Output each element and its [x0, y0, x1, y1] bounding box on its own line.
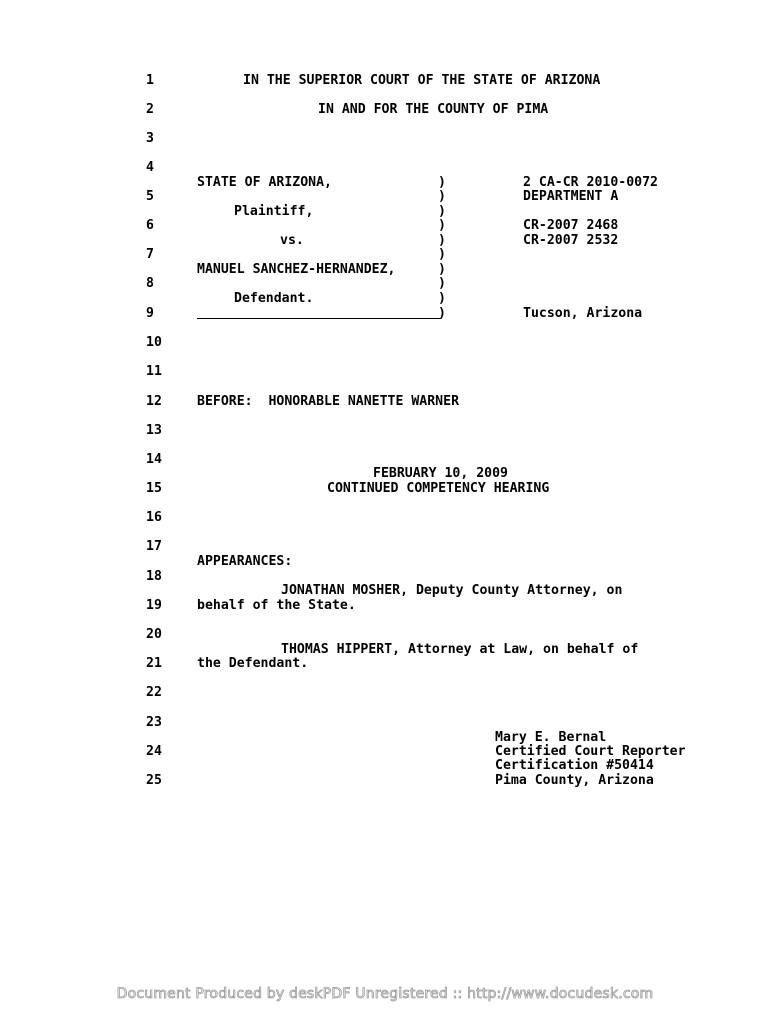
- line-number: 17: [146, 539, 162, 554]
- defendant-name: MANUEL SANCHEZ-HERNANDEZ,: [197, 262, 396, 277]
- line-number: 11: [146, 364, 162, 379]
- line-number: 3: [146, 131, 154, 146]
- hearing-location: Tucson, Arizona: [523, 306, 643, 321]
- line-number: 13: [146, 423, 162, 438]
- defendant-label: Defendant.: [234, 291, 314, 306]
- appearance-defense: THOMAS HIPPERT, Attorney at Law, on behalf of: [281, 642, 639, 657]
- caption-paren: ): [438, 291, 446, 306]
- line-number: 14: [146, 452, 162, 467]
- appearances-heading: APPEARANCES:: [197, 554, 293, 569]
- line-number: 16: [146, 510, 162, 525]
- reporter-title: Certified Court Reporter: [495, 744, 686, 759]
- line-number: 20: [146, 627, 162, 642]
- line-number: 15: [146, 481, 162, 496]
- line-number: 22: [146, 685, 162, 700]
- caption-paren: ): [438, 276, 446, 291]
- cr-number-2: CR-2007 2532: [523, 233, 619, 248]
- caption-paren: ): [438, 218, 446, 233]
- producer-footer: Document Produced by deskPDF Unregistered :: http://www.docudesk.com: [116, 986, 654, 1002]
- caption-underline: [197, 318, 441, 319]
- caption-paren: ): [438, 262, 446, 277]
- line-number: 23: [146, 715, 162, 730]
- caption-paren: ): [438, 247, 446, 262]
- line-number: 5: [146, 189, 154, 204]
- plaintiff-label: Plaintiff,: [234, 204, 314, 219]
- court-county: IN AND FOR THE COUNTY OF PIMA: [318, 102, 549, 117]
- reporter-location: Pima County, Arizona: [495, 773, 654, 788]
- line-number: 8: [146, 276, 154, 291]
- case-number: 2 CA-CR 2010-0072: [523, 175, 658, 190]
- line-number: 19: [146, 598, 162, 613]
- caption-paren: ): [438, 233, 446, 248]
- appearance-state-cont: behalf of the State.: [197, 598, 356, 613]
- line-number: 25: [146, 773, 162, 788]
- line-number: 24: [146, 744, 162, 759]
- appearance-state: JONATHAN MOSHER, Deputy County Attorney, on: [281, 583, 623, 598]
- line-number: 6: [146, 218, 154, 233]
- hearing-date: FEBRUARY 10, 2009: [373, 466, 508, 481]
- appearance-defense-cont: the Defendant.: [197, 656, 309, 671]
- before-judge: BEFORE: HONORABLE NANETTE WARNER: [197, 394, 460, 409]
- reporter-name: Mary E. Bernal: [495, 730, 607, 745]
- line-number: 10: [146, 335, 162, 350]
- cr-number-1: CR-2007 2468: [523, 218, 619, 233]
- line-number: 18: [146, 569, 162, 584]
- line-number: 4: [146, 160, 154, 175]
- versus-label: vs.: [280, 233, 304, 248]
- caption-paren: ): [438, 306, 446, 321]
- line-number: 7: [146, 247, 154, 262]
- line-number: 9: [146, 306, 154, 321]
- plaintiff-name: STATE OF ARIZONA,: [197, 175, 332, 190]
- department: DEPARTMENT A: [523, 189, 619, 204]
- reporter-certification: Certification #50414: [495, 758, 654, 773]
- caption-paren: ): [438, 189, 446, 204]
- line-number: 12: [146, 394, 162, 409]
- caption-paren: ): [438, 204, 446, 219]
- line-number: 2: [146, 102, 154, 117]
- court-name: IN THE SUPERIOR COURT OF THE STATE OF ARIZONA: [243, 73, 601, 88]
- line-number: 1: [146, 73, 154, 88]
- caption-paren: ): [438, 175, 446, 190]
- hearing-title: CONTINUED COMPETENCY HEARING: [327, 481, 550, 496]
- line-number: 21: [146, 656, 162, 671]
